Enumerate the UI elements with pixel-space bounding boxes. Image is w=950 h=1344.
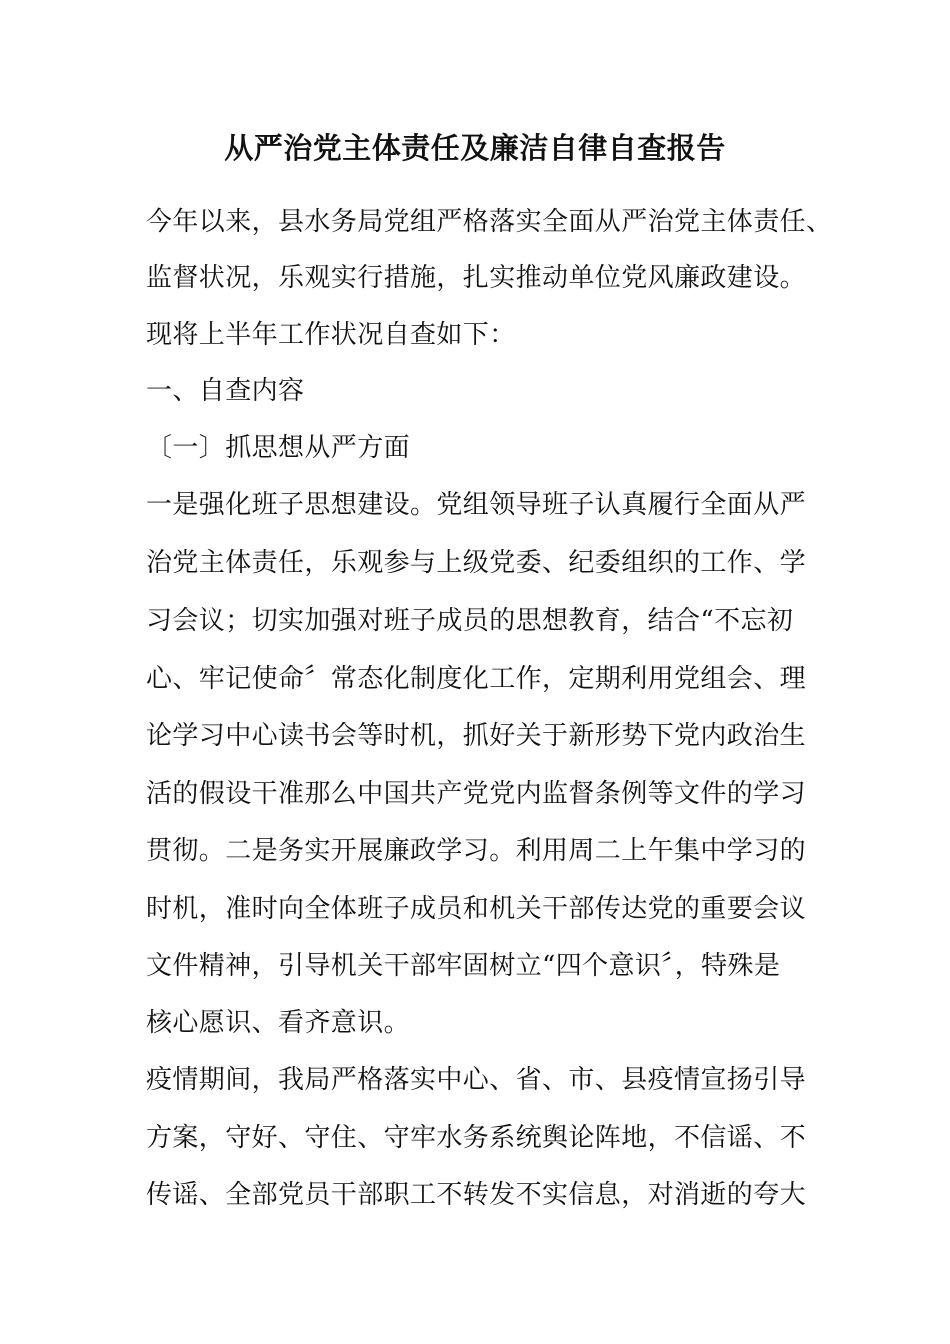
paragraph-line: 疫情期间，我局严格落实中心、省、市、县疫情宣扬引导 [146,1065,807,1095]
paragraph-line: 方案，守好、守住、守牢水务系统舆论阵地，不信谣、不 [146,1123,807,1153]
paragraph-line: 现将上半年工作状况自查如下： [146,320,516,350]
subsection-heading: 〔一〕抓思想从严方面 [146,433,411,463]
document-title: 从严治党主体责任及廉洁自律自查报告 [224,131,726,165]
paragraph-line: 传谣、全部党员干部职工不转发不实信息，对消逝的夸大 [146,1180,807,1210]
paragraph-line: 今年以来，县水务局党组严格落实全面从严治党主体责任、 [146,207,833,237]
paragraph-line: 治党主体责任，乐观参与上级党委、纪委组织的工作、学 [146,548,807,578]
paragraph-line: 活的假设干准那么中国共产党党内监督条例等文件的学习 [146,779,807,809]
paragraph-line: 心、牢记使命〞常态化制度化工作，定期利用党组会、理 [146,664,807,694]
paragraph-line: 论学习中心读书会等时机，抓好关于新形势下党内政治生 [146,721,807,751]
paragraph-line: 贯彻。二是务实开展廉政学习。利用周二上午集中学习的 [146,836,807,866]
paragraph-line: 时机，准时向全体班子成员和机关干部传达党的重要会议 [146,894,807,924]
paragraph-line: 核心愿识、看齐意识。 [146,1008,411,1038]
paragraph-line: 一是强化班子思想建设。党组领导班子认真履行全面从严 [146,490,807,520]
paragraph-line: 文件精神，引导机关干部牢固树立“四个意识〞，特殊是 [146,951,781,981]
paragraph-line: 习会议；切实加强对班子成员的思想教育，结合“不忘初 [146,606,794,636]
paragraph-line: 监督状况，乐观实行措施，扎实推动单位党风廉政建设。 [146,263,807,293]
section-heading: 一、自查内容 [146,376,305,406]
